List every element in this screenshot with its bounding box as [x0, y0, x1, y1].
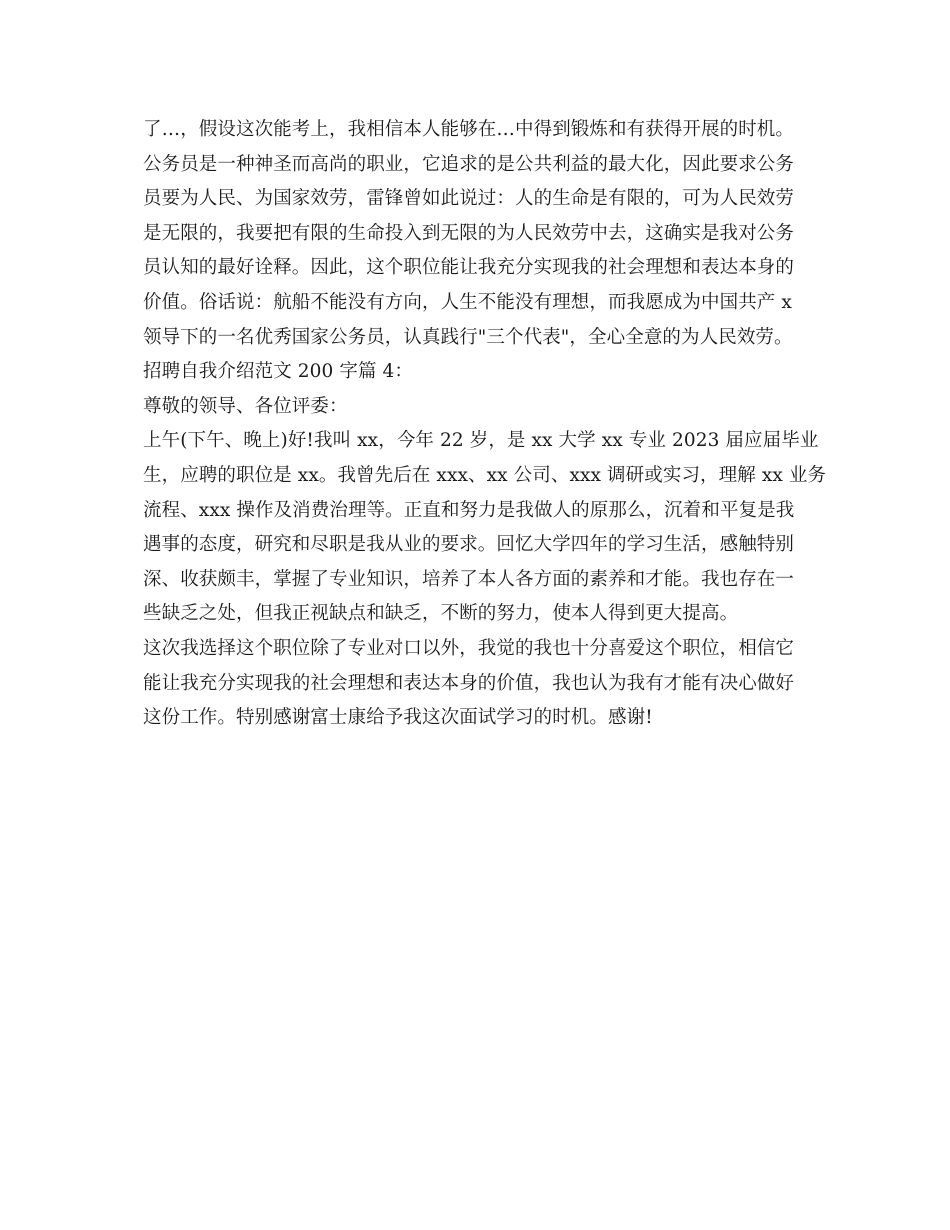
text-line: 上午(下午、晚上)好!我叫 xx，今年 22 岁，是 xx 大学 xx 专业 2023 届应届毕业	[143, 430, 819, 452]
text-line: 生，应聘的职位是 xx。我曾先后在 xxx、xx 公司、xxx 调研或实习，理解 xx 业务	[143, 464, 827, 486]
text-line: 这份工作。特别感谢富士康给予我这次面试学习的时机。感谢!	[143, 707, 653, 729]
text-line: 流程、xxx 操作及消费治理等。正直和努力是我做人的原那么，沉着和平复是我	[143, 499, 795, 521]
document-body	[143, 113, 827, 736]
text-line: 公务员是一种神圣而高尚的职业，它追求的是公共利益的最大化，因此要求公务	[143, 153, 795, 175]
text-line: 能让我充分实现我的社会理想和表达本身的价值，我也认为我有才能有决心做好	[143, 672, 795, 694]
text-line: 领导下的一名优秀国家公务员，认真践行"三个代表"，全心全意的为人民效劳。	[143, 326, 793, 348]
text-line: 价值。俗话说：航船不能没有方向，人生不能没有理想，而我愿成为中国共产 x	[143, 291, 792, 313]
text-line: 遇事的态度，研究和尽职是我从业的要求。回忆大学四年的学习生活，感触特别	[143, 534, 795, 556]
text-line: 是无限的，我要把有限的生命投入到无限的为人民效劳中去，这确实是我对公务	[143, 222, 795, 244]
text-line: 员要为人民、为国家效劳，雷锋曾如此说过：人的生命是有限的，可为人民效劳	[143, 188, 795, 210]
text-line: 些缺乏之处，但我正视缺点和缺乏，不断的努力，使本人得到更大提高。	[143, 603, 739, 625]
text-line: 这次我选择这个职位除了专业对口以外，我觉的我也十分喜爱这个职位，相信它	[143, 637, 795, 659]
section-heading: 招聘自我介绍范文 200 字篇 4：	[143, 361, 414, 383]
salutation: 尊敬的领导、各位评委：	[143, 395, 348, 417]
text-line: 了…，假设这次能考上，我相信本人能够在…中得到锻炼和有获得开展的时机。	[143, 119, 795, 140]
text-line: 员认知的最好诠释。因此，这个职位能让我充分实现我的社会理想和表达本身的	[143, 257, 795, 279]
text-line: 深、收获颇丰，掌握了专业知识，培养了本人各方面的素养和才能。我也存在一	[143, 568, 795, 590]
